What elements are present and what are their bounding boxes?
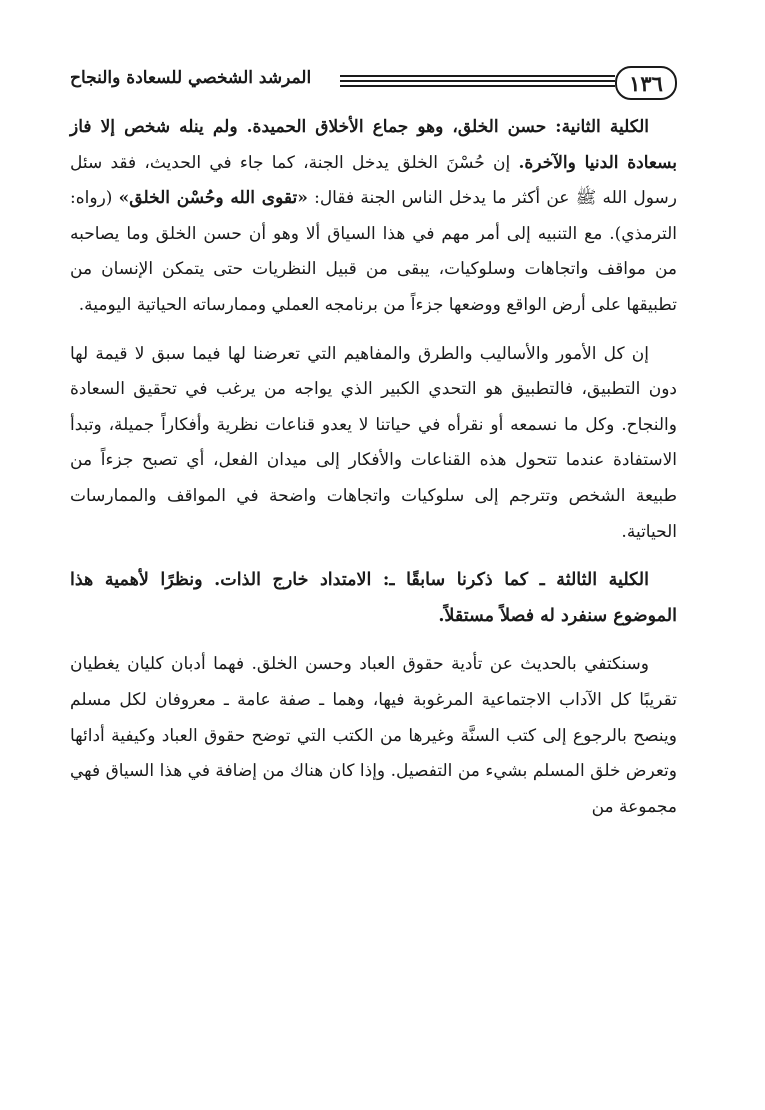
paragraph-bold-lead: الكلية الثانية: حسن الخلق، وهو جماع الأخلاق الحميدة. ولم ينله شخص إلا فاز بسعادة الدنيا والآخرة. [70, 117, 677, 173]
page-content [70, 110, 677, 825]
paragraph-rights-of-people: وسنكتفي بالحديث عن تأدية حقوق العباد وحسن الخلق. فهما أدبان كليان يغطيان تقريبًا كل الآداب الاجتماعية المرغوبة فيها، وهما ـ صفة عامة ـ معروفان لكل مسلم وينصح بالرجوع إلى كتب السنَّة وغيرها من الكتب التي توضح حقوق العباد وكيفية أدائها وتعرض خلق المسلم بشيء من التفصيل. وإذا كان هناك من إضافة في هذا السياق فهي مجموعة من [70, 654, 677, 817]
paragraph-text: إن حُسْنَ الخلق يدخل الجنة، كما جاء في الحديث، فقد سئل رسول الله ﷺ عن أكثر ما يدخل الناس الجنة فقال: [70, 152, 677, 209]
page-number: ١٣٦ [615, 66, 677, 100]
book-page [70, 62, 677, 1080]
paragraph-application: إن كل الأمور والأساليب والطرق والمفاهيم التي تعرضنا لها فيما سبق لا قيمة لها دون التطبيق، فالتطبيق هو التحدي الكبير الذي يواجه من يرغب في تحقيق السعادة والنجاح. وكل ما نسمعه أو نقرأه في حياتنا لا يعدو قناعات نظرية وأفكاراً جميلة، وتبدأ الاستفادة عندما تتحول هذه القناعات والأفكار إلى ميدان الفعل، أي تصبح جزءاً من طبيعة الشخص وتترجم إلى سلوكيات واتجاهات واضحة في المواقف والممارسات الحياتية. [70, 343, 677, 542]
paragraph-text-continued: (رواه: الترمذي). مع التنبيه إلى أمر مهم في هذا السياق ألا وهو أن حسن الخلق وما يصاحبه من مواقف واتجاهات وسلوكيات، يبقى من قبيل النظريات حتى يتمكن الإنسان من تطبيقها على أرض الواقع ووضعها جزءاً من برنامجه العملي وممارساته الحياتية اليومية. [70, 188, 677, 315]
running-title: المرشد الشخصي للسعادة والنجاح [70, 68, 312, 88]
paragraph-second-principle [70, 110, 677, 324]
paragraph-third-principle: الكلية الثالثة ـ كما ذكرنا سابقًا ـ: الامتداد خارج الذات. ونظرًا لأهمية هذا الموضوع سنفرد له فصلاً مستقلاً. [70, 570, 677, 626]
hadith-quote: «تقوى الله وحُسْن الخلق» [118, 188, 308, 209]
header-rule [340, 75, 615, 87]
page-header [70, 62, 677, 104]
